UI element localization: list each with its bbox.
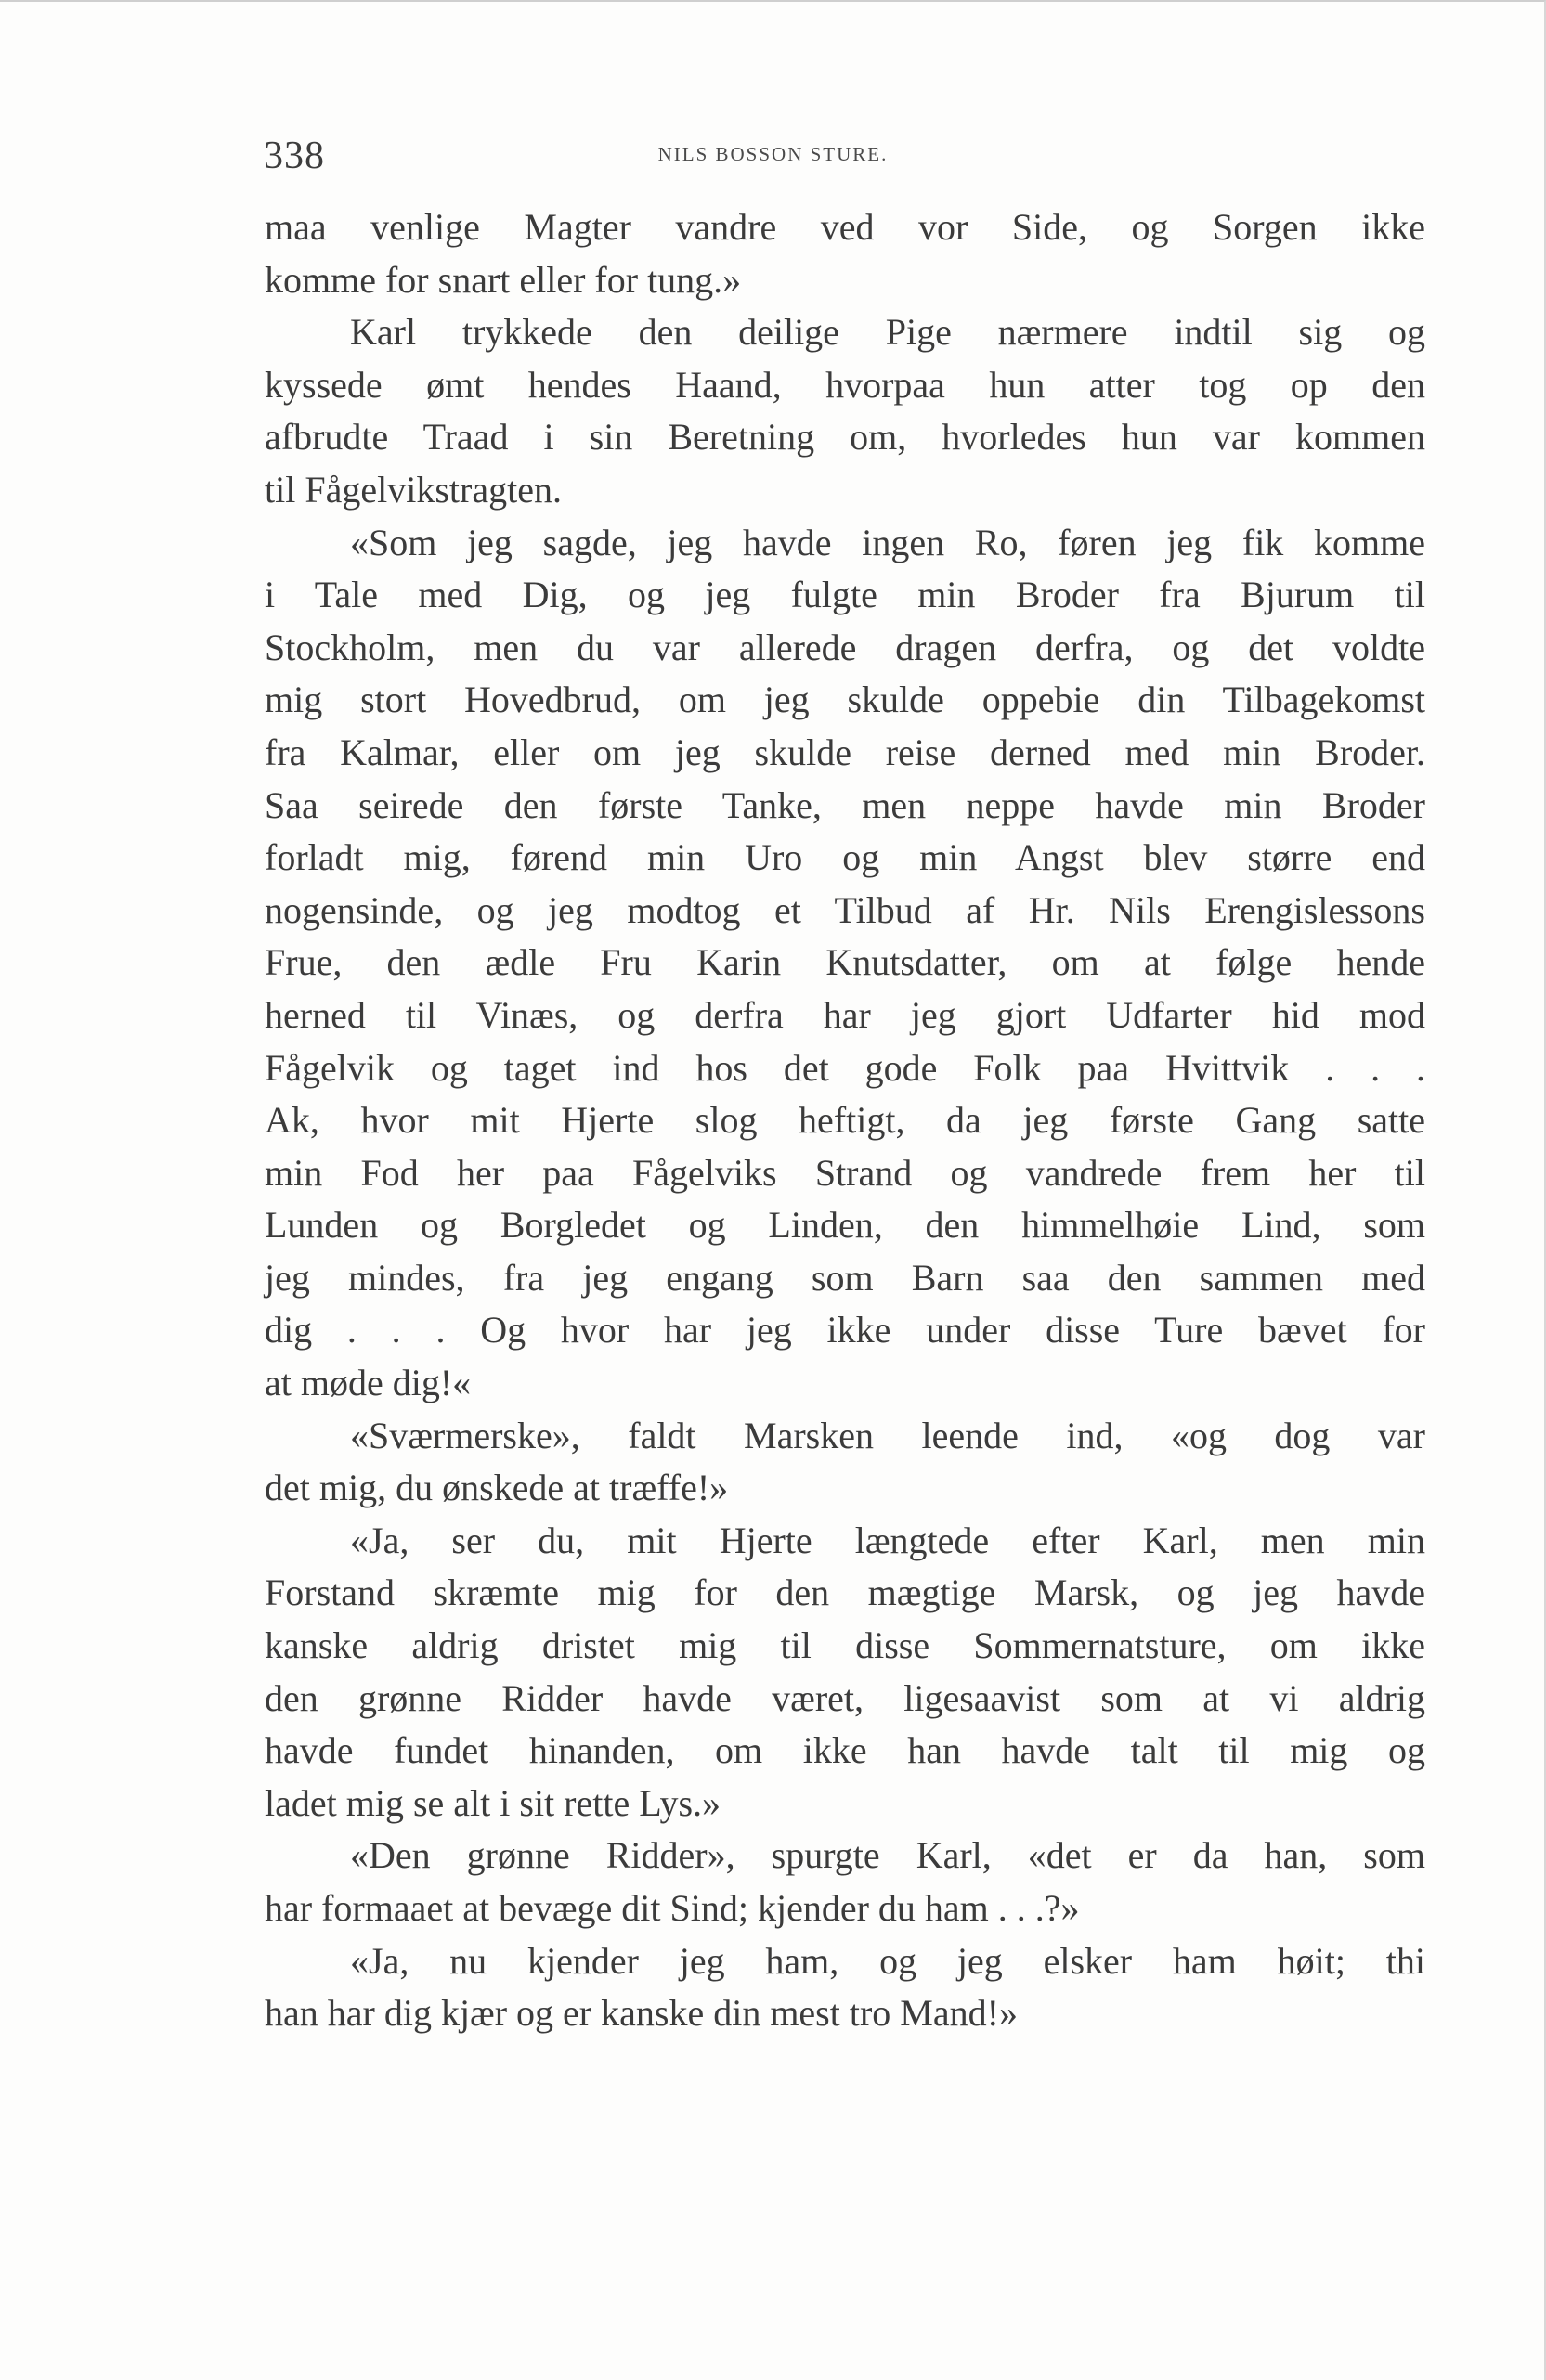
text-line: havde fundet hinanden, om ikke han havde talt til mig og	[265, 1729, 1425, 1772]
text-line: min Fod her paa Fågelviks Strand og vandrede frem her til	[265, 1151, 1425, 1194]
text-line: ladet mig se alt i sit rette Lys.»	[265, 1781, 721, 1824]
text-line: han har dig kjær og er kanske din mest tro Mand!»	[265, 1992, 1018, 2035]
text-line: Saa seirede den første Tanke, men neppe havde min Broder	[265, 783, 1425, 826]
text-line: Frue, den ædle Fru Karin Knutsdatter, om at følge hende	[265, 941, 1425, 984]
text-line: maa venlige Magter vandre ved vor Side, og Sorgen ikke	[265, 206, 1425, 248]
text-line: nogensinde, og jeg modtog et Tilbud af Hr. Nils Erengislessons	[265, 888, 1425, 931]
text-line: Ak, hvor mit Hjerte slog heftigt, da jeg første Gang satte	[265, 1099, 1425, 1142]
text-line: «Den grønne Ridder», spurgte Karl, «det er da han, som	[350, 1834, 1425, 1877]
text-line: dig . . . Og hvor har jeg ikke under disse Ture bævet for	[265, 1309, 1425, 1352]
text-line: mig stort Hovedbrud, om jeg skulde oppebie din Tilbagekomst	[265, 679, 1425, 721]
text-line: «Ja, ser du, mit Hjerte længtede efter Karl, men min	[350, 1519, 1425, 1561]
text-line: Fågelvik og taget ind hos det gode Folk paa Hvittvik . . .	[265, 1046, 1425, 1089]
text-line: Forstand skræmte mig for den mægtige Marsk, og jeg havde	[265, 1572, 1425, 1614]
body-text	[265, 201, 1425, 2040]
text-line: komme for snart eller for tung.»	[265, 258, 742, 301]
text-line: jeg mindes, fra jeg engang som Barn saa den sammen med	[265, 1256, 1425, 1299]
running-title: NILS BOSSON STURE.	[657, 143, 889, 165]
text-line: Stockholm, men du var allerede dragen derfra, og det voldte	[265, 626, 1425, 668]
text-line: «Ja, nu kjender jeg ham, og jeg elsker ham høit; thi	[350, 1939, 1425, 1982]
text-line: herned til Vinæs, og derfra har jeg gjort Udfarter hid mod	[265, 993, 1425, 1036]
text-line: til Fågelvikstragten.	[265, 468, 562, 511]
text-line: at møde dig!«	[265, 1362, 472, 1404]
text-line: Karl trykkede den deilige Pige nærmere indtil sig og	[350, 311, 1425, 354]
text-line: forladt mig, førend min Uro og min Angst blev større end	[265, 836, 1425, 879]
text-line: kyssede ømt hendes Haand, hvorpaa hun atter tog op den	[265, 363, 1425, 406]
text-line: har formaaet at bevæge dit Sind; kjender du ham . . .?»	[265, 1887, 1080, 1929]
text-line: kanske aldrig dristet mig til disse Sommernatsture, om ikke	[265, 1624, 1425, 1667]
text-line: «Sværmerske», faldt Marsken leende ind, «og dog var	[350, 1414, 1425, 1456]
text-line: afbrudte Traad i sin Beretning om, hvorledes hun var kommen	[265, 416, 1425, 459]
page-number: 338	[264, 135, 325, 177]
text-line: «Som jeg sagde, jeg havde ingen Ro, føren jeg fik komme	[350, 521, 1425, 563]
text-line: fra Kalmar, eller om jeg skulde reise derned med min Broder.	[265, 731, 1425, 773]
text-line: den grønne Ridder havde været, ligesaavist som at vi aldrig	[265, 1676, 1425, 1719]
text-line: Lunden og Borgledet og Linden, den himmelhøie Lind, som	[265, 1204, 1425, 1247]
text-line: i Tale med Dig, og jeg fulgte min Broder fra Bjurum til	[265, 574, 1425, 616]
text-line: det mig, du ønskede at træffe!»	[265, 1467, 729, 1509]
